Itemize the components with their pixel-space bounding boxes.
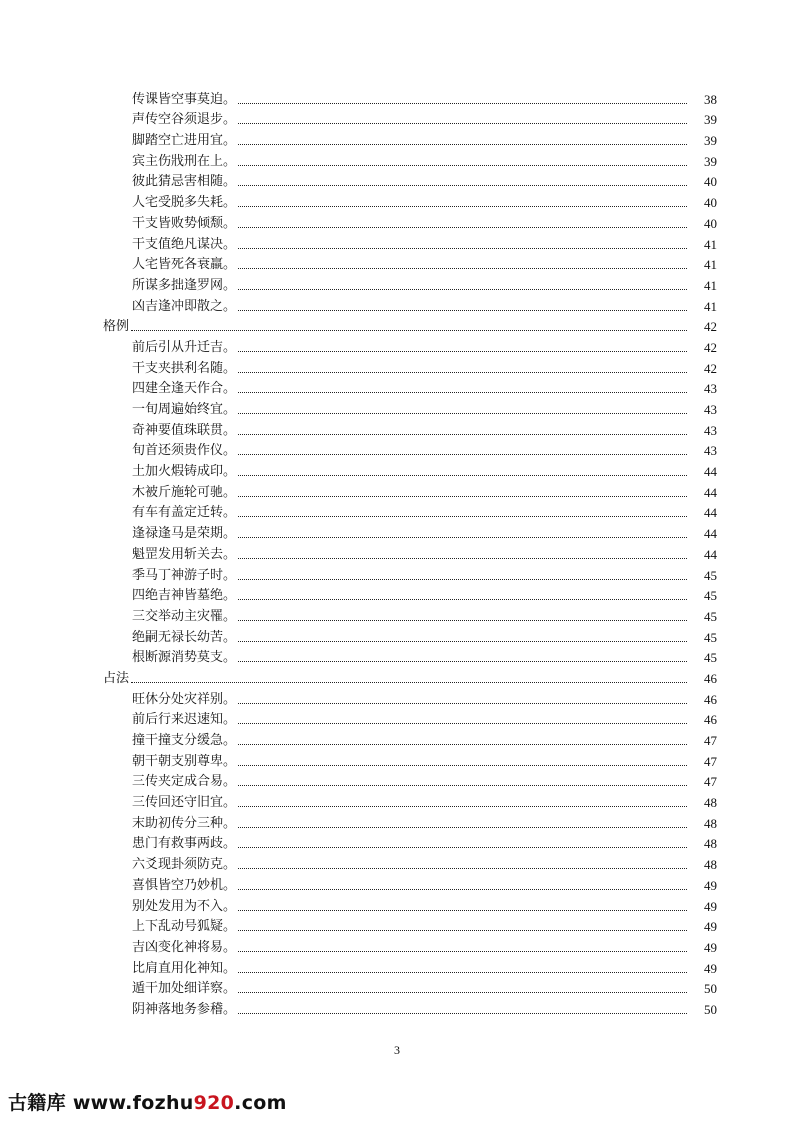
dot-leader: [238, 620, 687, 621]
dot-leader: [238, 558, 687, 559]
toc-entry-page: 40: [704, 174, 717, 190]
toc-entry-title: 阴神落地务参稽。: [132, 1001, 237, 1017]
toc-entry-title: 旬首还须贵作仪。: [132, 443, 237, 459]
toc-entry-title: 有车有盖定迁转。: [132, 505, 237, 521]
toc-entry[interactable]: [0, 107, 794, 128]
dot-leader: [238, 372, 687, 373]
dot-leader: [238, 889, 687, 890]
toc-entry-title: 绝嗣无禄长幼苦。: [132, 629, 237, 645]
toc-entry-page: 41: [704, 298, 717, 314]
toc-entry-page: 42: [704, 339, 717, 355]
site-watermark: [8, 1088, 287, 1115]
toc-section-heading[interactable]: [0, 314, 794, 335]
toc-entry[interactable]: [0, 520, 794, 541]
toc-entry[interactable]: [0, 645, 794, 666]
dot-leader: [238, 744, 687, 745]
toc-entry-page: 45: [704, 629, 717, 645]
toc-entry-page: 49: [704, 877, 717, 893]
dot-leader: [238, 475, 687, 476]
dot-leader: [238, 351, 687, 352]
toc-entry[interactable]: [0, 438, 794, 459]
dot-leader: [238, 165, 687, 166]
toc-entry-title: 喜惧皆空乃妙机。: [132, 877, 237, 893]
toc-entry-page: 50: [704, 981, 717, 997]
toc-entry-page: 45: [704, 588, 717, 604]
toc-entry-page: 49: [704, 898, 717, 914]
toc-entry-page: 44: [704, 464, 717, 480]
toc-entry[interactable]: [0, 893, 794, 914]
dot-leader: [238, 723, 687, 724]
toc-entry-page: 39: [704, 133, 717, 149]
toc-entry[interactable]: [0, 479, 794, 500]
toc-entry[interactable]: [0, 86, 794, 107]
dot-leader: [238, 972, 687, 973]
toc-entry-title: 别处发用为不入。: [132, 898, 237, 914]
toc-entry-page: 48: [704, 836, 717, 852]
toc-entry[interactable]: [0, 727, 794, 748]
watermark-suffix: .com: [234, 1092, 287, 1114]
page-number: 3: [394, 1043, 400, 1057]
toc-entry[interactable]: [0, 624, 794, 645]
toc-entry-title: 根断源消势莫支。: [132, 650, 237, 666]
toc-entry[interactable]: [0, 231, 794, 252]
toc-entry-page: 43: [704, 402, 717, 417]
toc-entry-page: 47: [704, 774, 717, 790]
toc-section-heading[interactable]: [0, 665, 794, 686]
toc-entry-page: 41: [704, 236, 717, 252]
toc-entry-page: 46: [704, 691, 717, 707]
toc-entry-title: 患门有救事两歧。: [132, 836, 237, 852]
toc-entry-page: 40: [704, 195, 717, 211]
toc-entry-title: 三传夹定成合易。: [132, 774, 237, 790]
toc-entry-page: 44: [704, 484, 717, 500]
toc-entry-title: 土加火煆铸成印。: [132, 464, 237, 480]
toc-entry-page: 46: [704, 712, 717, 728]
toc-entry-title: 干支皆败势倾颓。: [132, 215, 237, 231]
toc-entry[interactable]: [0, 810, 794, 831]
dot-leader: [238, 599, 687, 600]
toc-entry-page: 47: [704, 753, 717, 769]
toc-entry-title: 凶吉逢冲即散之。: [132, 298, 237, 314]
toc-entry-title: 魁罡发用斩关去。: [132, 546, 237, 562]
toc-entry[interactable]: [0, 769, 794, 790]
toc-entry[interactable]: [0, 789, 794, 810]
toc-entry-page: 49: [704, 960, 717, 976]
dot-leader: [238, 310, 687, 311]
toc-entry[interactable]: [0, 583, 794, 604]
toc-entry-title: 吉凶变化神将易。: [132, 939, 237, 955]
toc-entry-title: 人宅受脱多失耗。: [132, 195, 237, 211]
toc-entry-title: 木被斤施轮可驰。: [132, 484, 237, 500]
toc-entry[interactable]: [0, 707, 794, 728]
toc-entry-title: 前后行来迟速知。: [132, 712, 237, 728]
dot-leader: [238, 641, 687, 642]
toc-entry-title: 四建全逢天作合。: [132, 381, 237, 397]
toc-entry-title: 人宅皆死各衰羸。: [132, 257, 237, 273]
dot-leader: [238, 951, 687, 952]
toc-entry[interactable]: [0, 210, 794, 231]
toc-entry[interactable]: [0, 603, 794, 624]
dot-leader: [131, 330, 687, 331]
toc-entry-title: 干支值绝凡谋决。: [132, 236, 237, 252]
toc-entry-title: 季马丁神游子时。: [132, 567, 237, 583]
toc-entry-title: 彼此猜忌害相随。: [132, 174, 237, 190]
toc-entry-title: 撞干撞支分缓急。: [132, 733, 237, 748]
toc-entry[interactable]: [0, 272, 794, 293]
toc-entry-page: 41: [704, 257, 717, 273]
toc-entry[interactable]: [0, 955, 794, 976]
toc-entry[interactable]: [0, 169, 794, 190]
toc-entry-title: 占法: [103, 670, 130, 686]
toc-entry-page: 47: [704, 733, 717, 748]
toc-entry-page: 46: [704, 670, 717, 686]
dot-leader: [238, 227, 687, 228]
dot-leader: [238, 516, 687, 517]
toc-entry[interactable]: [0, 748, 794, 769]
toc-entry[interactable]: [0, 914, 794, 935]
toc-entry-title: 宾主伤戕刑在上。: [132, 153, 237, 169]
toc-entry[interactable]: [0, 872, 794, 893]
dot-leader: [238, 868, 687, 869]
toc-entry-page: 45: [704, 650, 717, 666]
dot-leader: [238, 930, 687, 931]
watermark-prefix: 古籍库 www.fozhu: [8, 1092, 194, 1114]
toc-entry-page: 38: [704, 91, 717, 107]
toc-entry-title: 格例: [103, 319, 130, 335]
dot-leader: [238, 289, 687, 290]
toc-entry[interactable]: [0, 127, 794, 148]
toc-entry-page: 50: [704, 1001, 717, 1017]
dot-leader: [238, 185, 687, 186]
dot-leader: [238, 806, 687, 807]
toc-entry-page: 41: [704, 277, 717, 293]
toc-entry-page: 39: [704, 153, 717, 169]
dot-leader: [238, 248, 687, 249]
toc-entry[interactable]: [0, 252, 794, 273]
toc-entry[interactable]: [0, 996, 794, 1017]
dot-leader: [238, 268, 687, 269]
toc-entry-title: 比肩直用化神知。: [132, 960, 237, 976]
toc-entry-page: 44: [704, 546, 717, 562]
dot-leader: [238, 661, 687, 662]
dot-leader: [238, 910, 687, 911]
toc-entry-title: 四绝吉神皆墓绝。: [132, 588, 237, 604]
toc-entry-title: 干支夹拱利名随。: [132, 360, 237, 376]
toc-entry-page: 49: [704, 939, 717, 955]
watermark-accent: 920: [193, 1092, 235, 1114]
toc-entry-title: 遁干加处细详察。: [132, 981, 237, 997]
toc-entry-page: 48: [704, 857, 717, 873]
toc-entry[interactable]: [0, 976, 794, 997]
toc-entry[interactable]: [0, 934, 794, 955]
toc-entry-title: 所谋多拙逢罗网。: [132, 277, 237, 293]
toc-entry-title: 末助初传分三种。: [132, 815, 237, 831]
dot-leader: [238, 703, 687, 704]
dot-leader: [131, 682, 687, 683]
toc-entry[interactable]: [0, 686, 794, 707]
dot-leader: [238, 579, 687, 580]
table-of-contents: [0, 86, 794, 1017]
dot-leader: [238, 496, 687, 497]
toc-entry[interactable]: [0, 851, 794, 872]
dot-leader: [238, 413, 687, 414]
dot-leader: [238, 123, 687, 124]
toc-entry[interactable]: [0, 376, 794, 397]
toc-entry[interactable]: [0, 189, 794, 210]
dot-leader: [238, 765, 687, 766]
toc-entry-page: 43: [704, 422, 717, 438]
toc-entry[interactable]: [0, 293, 794, 314]
toc-entry-title: 三传回还守旧宜。: [132, 795, 237, 811]
dot-leader: [238, 1013, 687, 1014]
dot-leader: [238, 454, 687, 455]
toc-entry-title: 奇神要值珠联贯。: [132, 422, 237, 438]
dot-leader: [238, 785, 687, 786]
toc-entry-page: 45: [704, 608, 717, 624]
toc-entry-title: 旺休分处灾祥别。: [132, 691, 237, 707]
toc-entry[interactable]: [0, 562, 794, 583]
toc-entry-page: 43: [704, 381, 717, 397]
toc-entry-title: 逢禄逢马是荣期。: [132, 526, 237, 542]
dot-leader: [238, 103, 687, 104]
dot-leader: [238, 434, 687, 435]
toc-entry-title: 六爻现卦须防克。: [132, 857, 237, 873]
toc-entry-title: 三交举动主灾罹。: [132, 608, 237, 624]
toc-entry-page: 48: [704, 795, 717, 811]
toc-entry[interactable]: [0, 831, 794, 852]
toc-entry[interactable]: [0, 458, 794, 479]
dot-leader: [238, 144, 687, 145]
toc-entry-page: 44: [704, 526, 717, 542]
toc-entry-page: 39: [704, 112, 717, 128]
toc-entry-page: 43: [704, 443, 717, 459]
dot-leader: [238, 537, 687, 538]
toc-entry-title: 上下乱动号狐疑。: [132, 919, 237, 935]
toc-entry-page: 45: [704, 567, 717, 583]
toc-entry-title: 声传空谷须退步。: [132, 112, 237, 128]
toc-entry[interactable]: [0, 334, 794, 355]
toc-entry-title: 前后引从升迁吉。: [132, 339, 237, 355]
toc-entry-page: 42: [704, 360, 717, 376]
dot-leader: [238, 827, 687, 828]
dot-leader: [238, 206, 687, 207]
toc-entry[interactable]: [0, 541, 794, 562]
toc-entry[interactable]: [0, 396, 794, 417]
toc-entry[interactable]: [0, 355, 794, 376]
dot-leader: [238, 847, 687, 848]
toc-entry[interactable]: [0, 148, 794, 169]
toc-entry-page: 49: [704, 919, 717, 935]
toc-entry[interactable]: [0, 417, 794, 438]
toc-entry-title: 传课皆空事莫迫。: [132, 91, 237, 107]
toc-entry-title: 朝干朝支别尊卑。: [132, 753, 237, 769]
toc-entry-page: 48: [704, 815, 717, 831]
dot-leader: [238, 992, 687, 993]
toc-entry-page: 44: [704, 505, 717, 521]
toc-entry-title: 脚踏空亡进用宜。: [132, 133, 237, 149]
dot-leader: [238, 392, 687, 393]
toc-entry-page: 40: [704, 215, 717, 231]
toc-entry-title: 一旬周遍始终宜。: [132, 402, 237, 417]
toc-entry[interactable]: [0, 500, 794, 521]
toc-entry-page: 42: [704, 319, 717, 335]
